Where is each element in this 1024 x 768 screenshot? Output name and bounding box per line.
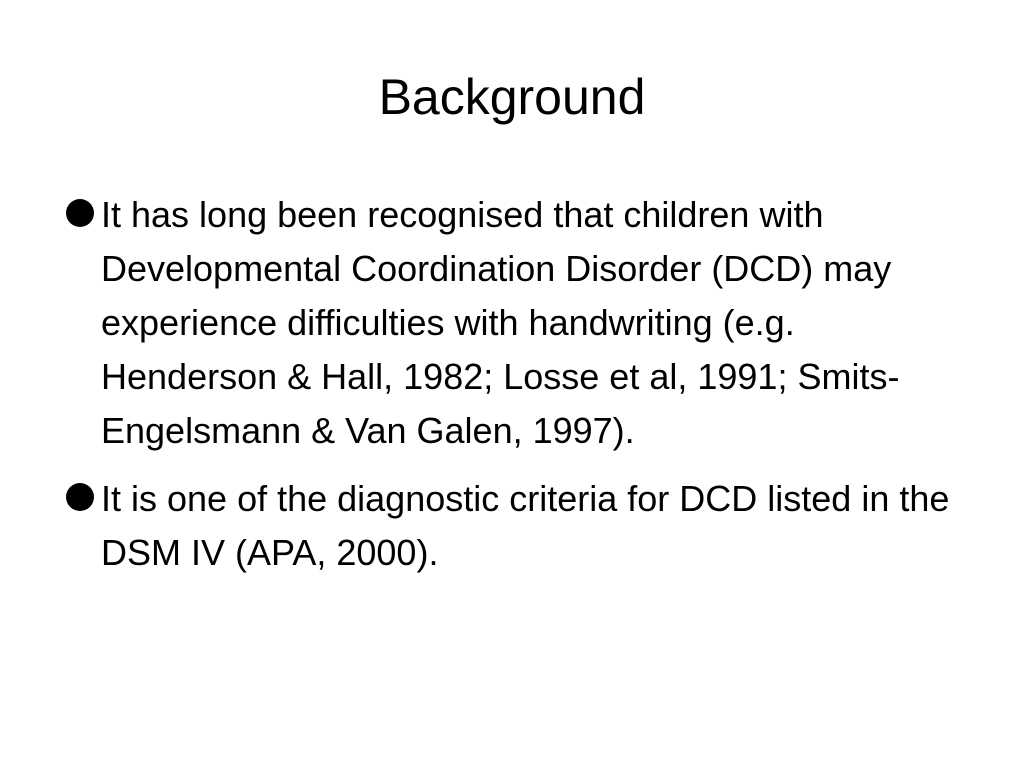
bullet-icon xyxy=(66,199,94,227)
bullet-item xyxy=(62,472,962,580)
bullet-item xyxy=(62,188,962,458)
bullet-text: It has long been recognised that children with Developmental Coordination Disorder (DCD) may experience difficulties with handwriting (e.g. Henderson & Hall, 1982; Losse et al, 1991; Smits-Engelsmann & Van Galen, 1997). xyxy=(101,194,900,451)
slide-title: Background xyxy=(378,69,646,125)
bullet-text: It is one of the diagnostic criteria for DCD listed in the DSM IV (APA, 2000). xyxy=(101,478,950,573)
bullet-list xyxy=(62,188,962,594)
bullet-icon xyxy=(66,483,94,511)
